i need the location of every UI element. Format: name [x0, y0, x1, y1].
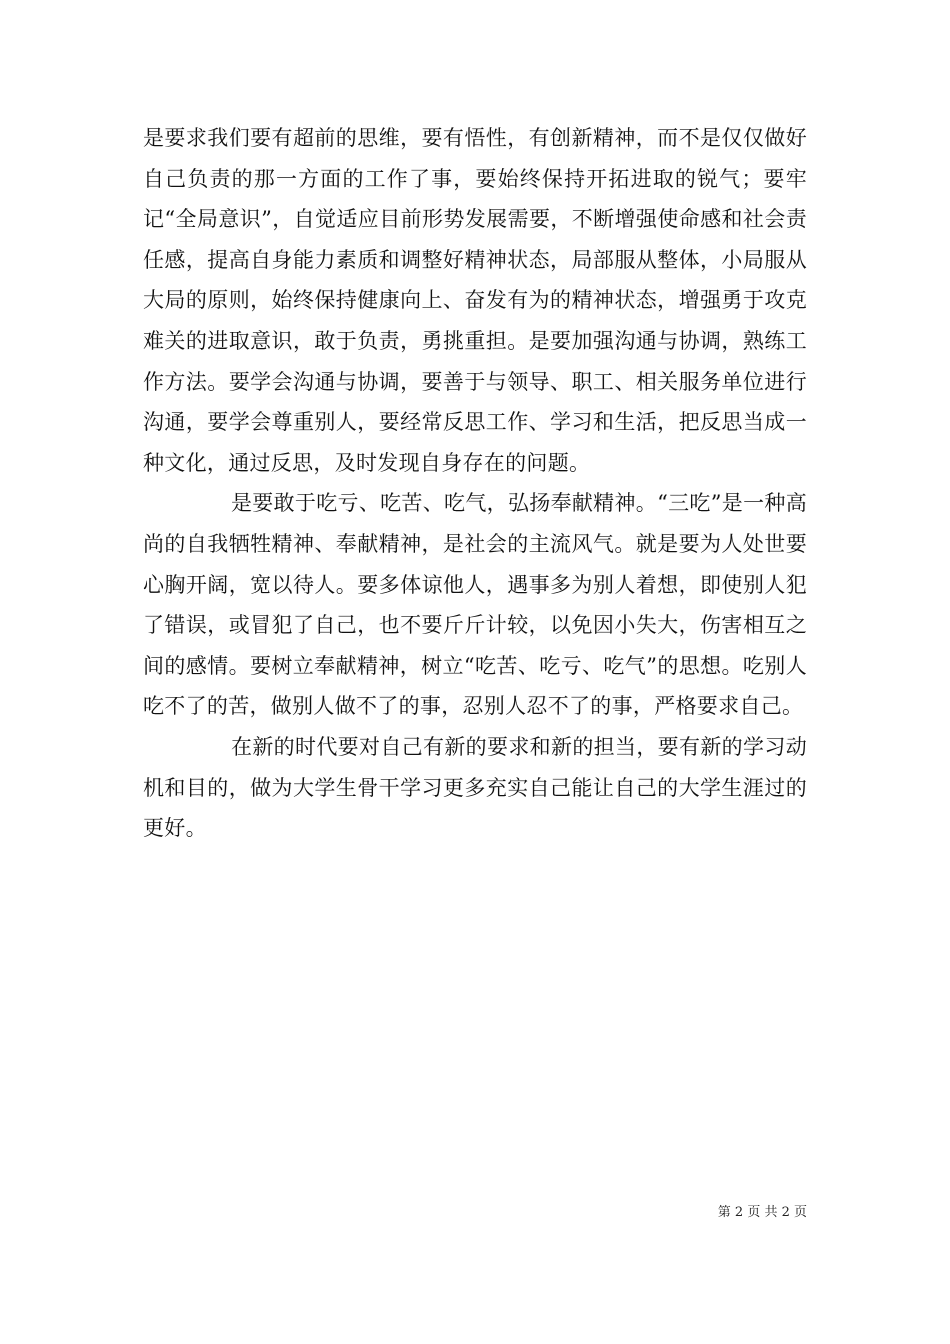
- paragraph-3: 在新的时代要对自己有新的要求和新的担当，要有新的学习动机和目的，做为大学生骨干学习更多充实自己能让自己的大学生涯过的更好。: [143, 734, 807, 841]
- paragraph-2: 是要敢于吃亏、吃苦、吃气，弘扬奉献精神。“三吃”是一种高尚的自我牺牲精神、奉献精神，是社会的主流风气。就是要为人处世要心胸开阔，宽以待人。要多体谅他人，遇事多为别人着想，即使别人犯了错误，或冒犯了自己，也不要斤斤计较，以免因小失大，伤害相互之间的感情。要树立奉献精神，树立“吃苦、吃亏、吃气”的思想。吃别人吃不了的苦，做别人做不了的事，忍别人忍不了的事，严格要求自己。: [143, 491, 807, 719]
- paragraph-1: 是要求我们要有超前的思维，要有悟性，有创新精神，而不是仅仅做好自己负责的那一方面的工作了事，要始终保持开拓进取的锐气；要牢记“全局意识”，自觉适应目前形势发展需要，不断增强使命感和社会责任感，提高自身能力素质和调整好精神状态，局部服从整体，小局服从大局的原则，始终保持健康向上、奋发有为的精神状态，增强勇于攻克难关的进取意识，敢于负责，勇挑重担。是要加强沟通与协调，熟练工作方法。要学会沟通与协调，要善于与领导、职工、相关服务单位进行沟通，要学会尊重别人，要经常反思工作、学习和生活，把反思当成一种文化，通过反思，及时发现自身存在的问题。: [143, 126, 807, 475]
- page-number-footer: 第 2 页 共 2 页: [717, 1205, 807, 1220]
- document-body: [143, 118, 807, 849]
